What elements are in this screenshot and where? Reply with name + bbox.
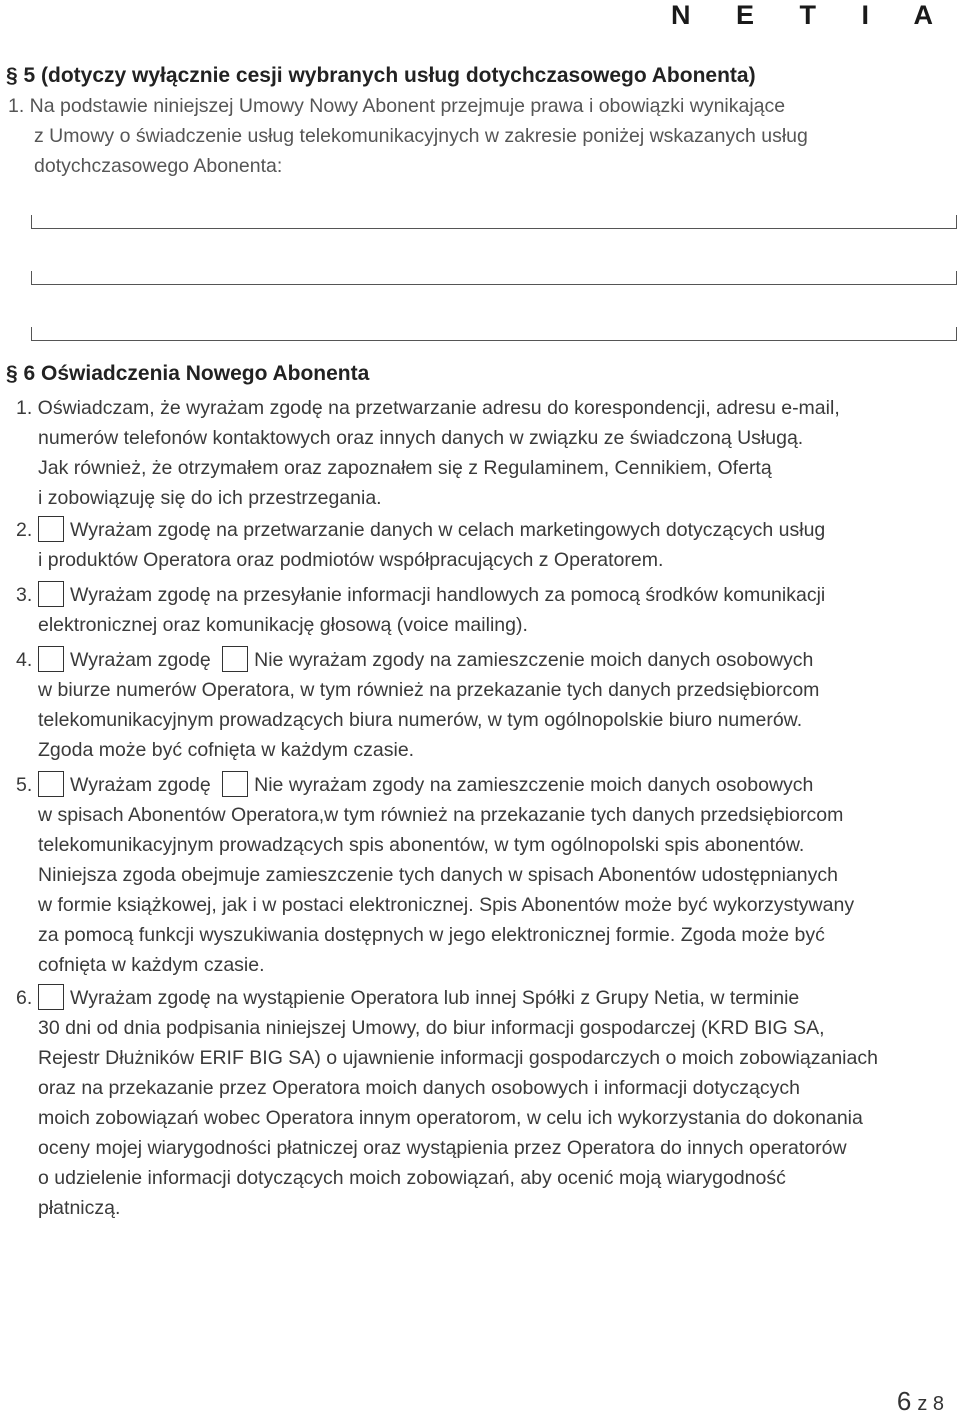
statement-1-line: i zobowiązuję się do ich przestrzegania. xyxy=(38,487,382,509)
consent-5-agree-checkbox[interactable] xyxy=(38,771,64,797)
statement-4-line: Zgoda może być cofnięta w każdym czasie. xyxy=(38,739,415,761)
statement-5-line: za pomocą funkcji wyszukiwania dostępnych w jego elektronicznej formie. Zgoda może być xyxy=(38,924,825,946)
statement-2 xyxy=(38,515,825,575)
statement-2-text: Wyrażam zgodę na przetwarzanie danych w celach marketingowych dotyczących usług xyxy=(70,519,826,541)
statement-5-line: telekomunikacyjnym prowadzących spis abonentów, w tym ogólnopolski spis abonentów. xyxy=(38,834,805,856)
statement-5-line: w formie książkowej, jak i w postaci elektronicznej. Spis Abonentów może być wykorzystywany xyxy=(38,894,855,916)
statement-4-agree-label: Wyrażam zgodę xyxy=(70,649,211,671)
section-5-paragraph xyxy=(8,91,808,181)
statement-3-text: Wyrażam zgodę na przesyłanie informacji handlowych za pomocą środków komunikacji xyxy=(70,584,826,606)
statement-6 xyxy=(38,983,878,1223)
statement-6-text: Wyrażam zgodę na wystąpienie Operatora lub innej Spółki z Grupy Netia, w terminie xyxy=(70,987,800,1009)
statement-4-line: telekomunikacyjnym prowadzących biura numerów, w tym ogólnopolskie biuro numerów. xyxy=(38,709,803,731)
service-input-line-2[interactable] xyxy=(31,271,957,285)
statement-5 xyxy=(38,770,854,980)
statement-4-line: w biurze numerów Operatora, w tym również na przekazanie tych danych przedsiębiorcom xyxy=(38,679,820,701)
statement-5-number: 5. xyxy=(16,774,33,796)
statement-6-line: o udzielenie informacji dotyczących moich zobowiązań, aby ocenić moją wiarygodność xyxy=(38,1167,786,1189)
consent-4-disagree-checkbox[interactable] xyxy=(222,646,248,672)
statement-4-disagree-label: Nie wyrażam zgody na zamieszczenie moich danych osobowych xyxy=(254,649,814,671)
statement-5-line: cofnięta w każdym czasie. xyxy=(38,954,265,976)
consent-3-checkbox[interactable] xyxy=(38,581,64,607)
page-number xyxy=(897,1386,944,1417)
statement-1-line: Jak również, że otrzymałem oraz zapoznałem się z Regulaminem, Cennikiem, Ofertą xyxy=(38,457,772,479)
statement-2-line: i produktów Operatora oraz podmiotów współpracujących z Operatorem. xyxy=(38,549,664,571)
statement-3 xyxy=(38,580,825,640)
consent-6-checkbox[interactable] xyxy=(38,984,64,1010)
statement-6-line: płatniczą. xyxy=(38,1197,121,1219)
consent-2-checkbox[interactable] xyxy=(38,516,64,542)
consent-4-agree-checkbox[interactable] xyxy=(38,646,64,672)
statement-2-number: 2. xyxy=(16,519,33,541)
section-5-line-1: 1. Na podstawie niniejszej Umowy Nowy Abonent przejmuje prawa i obowiązki wynikające xyxy=(8,95,786,117)
statement-5-line: Niniejsza zgoda obejmuje zamieszczenie tych danych w spisach Abonentów udostępnianych xyxy=(38,864,838,886)
statement-1 xyxy=(16,393,840,513)
statement-6-line: oceny mojej wiarygodności płatniczej oraz wystąpienia przez Operatora do innych operatorów xyxy=(38,1137,847,1159)
statement-6-line: moich zobowiązań wobec Operatora innym operatorom, w celu ich wykorzystania do dokonania xyxy=(38,1107,863,1129)
statement-3-number: 3. xyxy=(16,584,33,606)
service-input-line-3[interactable] xyxy=(31,327,957,341)
consent-5-disagree-checkbox[interactable] xyxy=(222,771,248,797)
page-total: z 8 xyxy=(917,1393,944,1415)
statement-6-line: Rejestr Dłużników ERIF BIG SA) o ujawnienie informacji gospodarczych o moich zobowiązaniach xyxy=(38,1047,878,1069)
service-input-line-1[interactable] xyxy=(31,215,957,229)
brand-logo: N E T I A xyxy=(670,0,952,30)
statement-1-line: numerów telefonów kontaktowych oraz innych danych w związku ze świadczoną Usługą. xyxy=(38,427,804,449)
statement-6-number: 6. xyxy=(16,987,33,1009)
statement-6-line: oraz na przekazanie przez Operatora moich danych osobowych i informacji dotyczących xyxy=(38,1077,800,1099)
statement-4-number: 4. xyxy=(16,649,33,671)
section-5-line-3: dotychczasowego Abonenta: xyxy=(34,155,283,177)
page-current: 6 xyxy=(896,1386,912,1416)
section-5-line-2: z Umowy o świadczenie usług telekomunikacyjnych w zakresie poniżej wskazanych usług xyxy=(34,125,808,147)
section-6-title: § 6 Oświadczenia Nowego Abonenta xyxy=(6,362,370,385)
statement-3-line: elektronicznej oraz komunikację głosową (voice mailing). xyxy=(38,614,528,636)
statement-5-line: w spisach Abonentów Operatora,w tym również na przekazanie tych danych przedsiębiorcom xyxy=(38,804,844,826)
statement-6-line: 30 dni od dnia podpisania niniejszej Umowy, do biur informacji gospodarczej (KRD BIG SA, xyxy=(38,1017,825,1039)
statement-4 xyxy=(38,645,819,765)
statement-1-line: 1. Oświadczam, że wyrażam zgodę na przetwarzanie adresu do korespondencji, adresu e-mail, xyxy=(16,397,840,419)
statement-5-disagree-label: Nie wyrażam zgody na zamieszczenie moich danych osobowych xyxy=(254,774,814,796)
statement-5-agree-label: Wyrażam zgodę xyxy=(70,774,211,796)
section-5-title: § 5 (dotyczy wyłącznie cesji wybranych usług dotychczasowego Abonenta) xyxy=(6,64,756,87)
